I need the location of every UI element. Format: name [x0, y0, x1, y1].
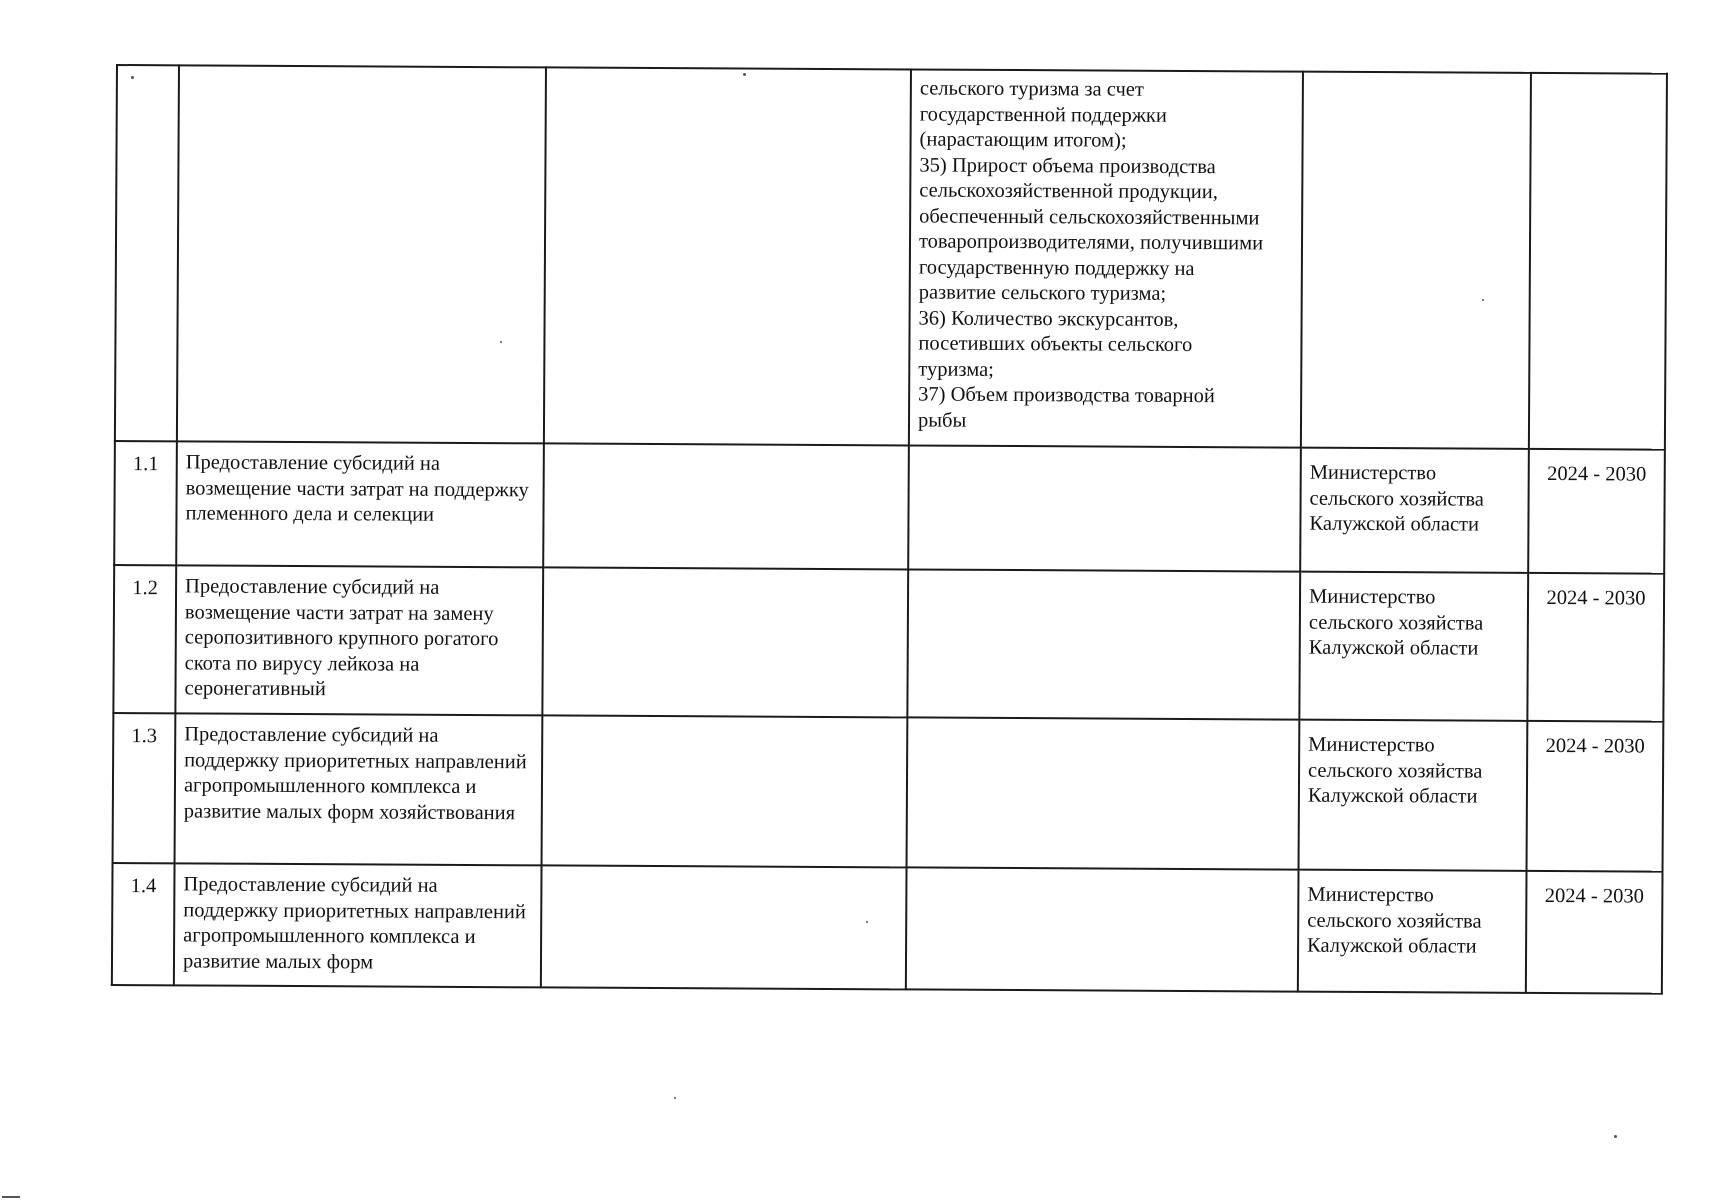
executor-cell: Министерство сельского хозяйства Калужской области [1300, 448, 1529, 573]
period-cell: 2024 - 2030 [1528, 449, 1665, 574]
empty-cell [542, 715, 908, 867]
measure-cell: Предоставление субсидий на поддержку приоритетных направлений агропромышленного комплекса и развитие малых форм хозяйствования [175, 713, 543, 865]
period-cell: 2024 - 2030 [1527, 721, 1664, 872]
scan-speck [1482, 299, 1484, 301]
scan-speck [500, 341, 502, 343]
empty-cell [908, 445, 1301, 571]
table-row [113, 713, 1664, 872]
empty-cell [541, 865, 907, 989]
row-number-cell: 1.2 [113, 565, 176, 713]
empty-cell [906, 867, 1299, 991]
executor-cell: Министерство сельского хозяйства Калужской области [1299, 720, 1528, 871]
executor-cell: Министерство сельского хозяйства Калужской области [1298, 870, 1527, 993]
table-row [112, 863, 1663, 994]
row-number-cell: 1.3 [113, 713, 176, 863]
table-row [113, 565, 1664, 722]
table-row [114, 441, 1665, 574]
measure-cell: Предоставление субсидий на возмещение части затрат на поддержку племенного дела и селекции [176, 441, 544, 567]
period-cell: 2024 - 2030 [1527, 573, 1664, 722]
measure-cell: Предоставление субсидий на возмещение части затрат на замену серопозитивного крупного рогатого скота по вирусу лейкоза на серонегативный [175, 565, 543, 715]
scan-speck [2, 1196, 20, 1198]
empty-cell [544, 67, 911, 445]
measure-cell [177, 65, 546, 443]
row-number-cell [115, 65, 179, 441]
empty-cell [542, 567, 908, 717]
period-cell: 2024 - 2030 [1526, 871, 1663, 994]
program-measures-table [111, 64, 1668, 995]
period-cell [1529, 73, 1667, 450]
empty-cell [907, 569, 1300, 719]
table-row-continued [115, 65, 1667, 450]
scan-speck [743, 73, 746, 76]
scan-speck [1614, 1135, 1617, 1138]
empty-cell [543, 443, 909, 569]
measure-cell: Предоставление субсидий на поддержку приоритетных направлений агропромышленного комплекса и развитие малых форм [174, 863, 542, 987]
scan-speck [866, 921, 868, 923]
row-number-cell: 1.1 [114, 441, 177, 565]
empty-cell [907, 717, 1300, 869]
executor-cell: Министерство сельского хозяйства Калужской области [1299, 572, 1528, 721]
executor-cell [1301, 72, 1531, 449]
scan-speck [131, 76, 134, 79]
indicators-cell: сельского туризма за счет государственной поддержки (нарастающим итогом); 35) Прирост объема производства сельскохозяйственной продукции, обеспеченный сельскохозяйственными товаропроизводителями, получившими государственную поддержку на развитие сельского туризма; 36) Количество экскурсантов, посетивших объекты сельского туризма; 37) Объем производства товарной рыбы [909, 69, 1303, 447]
row-number-cell: 1.4 [112, 863, 175, 985]
scan-speck [674, 1097, 676, 1099]
